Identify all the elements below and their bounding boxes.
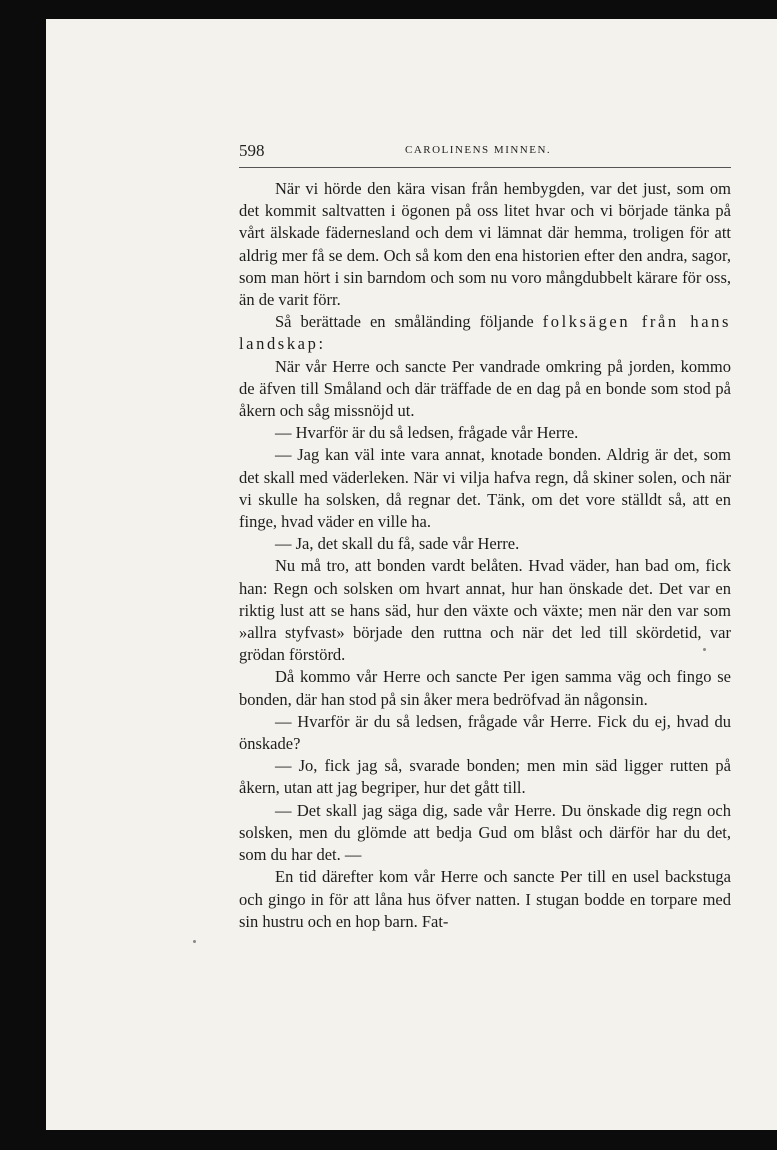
- paragraph: När vi hörde den kära visan från hembygden, var det just, som om det kommit saltvatten i ögonen på oss litet hvar och vi började tänka på vårt älskade fädernesland och dem vi lämnat där hemma, troligen för att aldrig mer få se dem. Och så kom den ena historien efter den andra, sagor, som man hört i sin barndom och som nu voro mångdubbelt kärare för oss, än de varit förr.: [239, 179, 731, 310]
- body-text: [239, 178, 731, 933]
- paper-speck: [703, 648, 706, 651]
- page-number: 598: [239, 141, 265, 160]
- paragraph: När vår Herre och sancte Per vandrade omkring på jorden, kommo de äfven till Småland och där träffade de en dag på en bonde som stod på åkern och såg missnöjd ut.: [239, 356, 731, 421]
- paragraph: — Jo, fick jag så, svarade bonden; men min säd ligger rutten på åkern, utan att jag begriper, hur det gått till.: [239, 756, 731, 798]
- letterspaced-emphasis: folksägen från hans landskap:: [239, 312, 731, 354]
- paragraph: — Ja, det skall du få, sade vår Herre.: [275, 534, 520, 554]
- book-page: [46, 19, 777, 1130]
- running-title: CAROLINENS MINNEN.: [405, 144, 552, 156]
- paragraph: Då kommo vår Herre och sancte Per igen samma väg och fingo se bonden, där han stod på sin åker mera bedröfvad än någonsin.: [239, 667, 731, 709]
- paragraph: [239, 311, 731, 355]
- paragraph-text: Så berättade en småländing följande: [275, 312, 543, 332]
- paragraph: — Jag kan väl inte vara annat, knotade bonden. Aldrig är det, som det skall med väderleken. När vi vilja hafva regn, då skiner solen, och när vi skulle ha solsken, då regnar det. Tänk, om det vore ställdt så, att en finge, hvad väder en ville ha.: [239, 445, 731, 532]
- paragraph: — Hvarför är du så ledsen, frågade vår Herre.: [275, 423, 579, 443]
- paper-speck: [193, 940, 196, 943]
- page-header: [239, 141, 731, 168]
- paragraph: — Det skall jag säga dig, sade vår Herre. Du önskade dig regn och solsken, men du glömde att bedja Gud om blåst och därför har du det, som du har det. —: [239, 800, 731, 865]
- paragraph: Nu må tro, att bonden vardt belåten. Hvad väder, han bad om, fick han: Regn och solsken om hvart annat, hur han önskade det. Det var en riktig lust att se hans säd, hur den växte och växte; men när den var som »allra styfvast» började den ruttna och när det led till skördetid, var grödan förstörd.: [239, 556, 731, 665]
- paragraph: En tid därefter kom vår Herre och sancte Per till en usel backstuga och gingo in för att låna hus öfver natten. I stugan bodde en torpare med sin hustru och en hop barn. Fat-: [239, 867, 731, 931]
- paragraph: — Hvarför är du så ledsen, frågade vår Herre. Fick du ej, hvad du önskade?: [239, 711, 731, 754]
